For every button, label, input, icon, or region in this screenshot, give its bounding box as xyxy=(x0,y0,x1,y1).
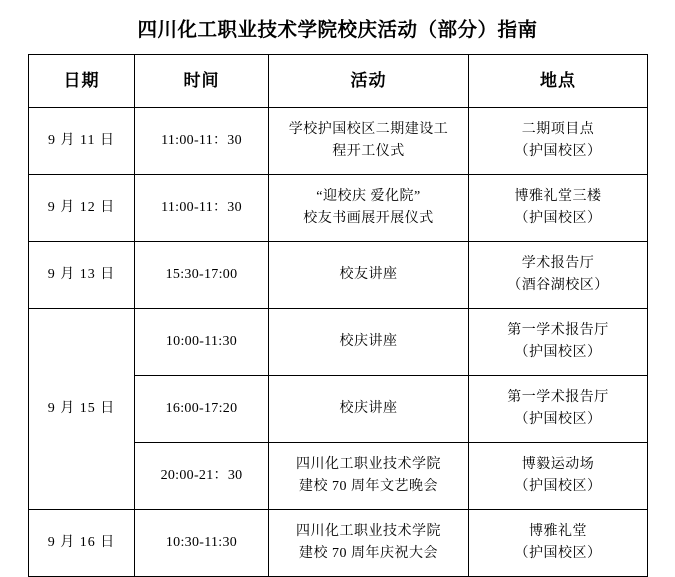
cell-time: 10:30-11:30 xyxy=(135,510,269,577)
cell-date: 9 月 12 日 xyxy=(29,175,135,242)
table-header-row xyxy=(29,55,648,108)
location-line: （酒谷湖校区） xyxy=(507,278,609,293)
cell-location xyxy=(469,242,648,309)
location-line: 博雅礼堂三楼 xyxy=(514,189,602,205)
cell-activity xyxy=(269,108,469,175)
column-header-time: 时间 xyxy=(135,55,269,108)
activity-line: “迎校庆 爱化院” xyxy=(316,189,421,205)
cell-time: 11:00-11：30 xyxy=(135,175,269,242)
location-line: （护国校区） xyxy=(514,546,602,561)
location-line: （护国校区） xyxy=(514,211,602,226)
cell-location xyxy=(469,443,648,510)
cell-time: 11:00-11：30 xyxy=(135,108,269,175)
table-row xyxy=(29,108,648,175)
cell-activity xyxy=(269,309,469,376)
table-row xyxy=(29,309,648,376)
table-body xyxy=(29,108,648,577)
table-row xyxy=(29,242,648,309)
column-header-date: 日期 xyxy=(29,55,135,108)
activity-line: 四川化工职业技术学院 xyxy=(296,524,441,540)
activity-line: 校友书画展开展仪式 xyxy=(303,211,434,226)
cell-activity xyxy=(269,175,469,242)
location-line: （护国校区） xyxy=(514,345,602,360)
location-line: 第一学术报告厅 xyxy=(507,390,609,406)
table-header xyxy=(29,55,648,108)
schedule-table-container xyxy=(0,54,675,577)
activity-line: 校庆讲座 xyxy=(339,401,398,417)
column-header-location: 地点 xyxy=(469,55,648,108)
location-line: 博雅礼堂 xyxy=(529,524,587,540)
location-line: 第一学术报告厅 xyxy=(507,323,609,339)
cell-activity xyxy=(269,510,469,577)
activity-line: 校庆讲座 xyxy=(339,334,398,350)
activity-line: 四川化工职业技术学院 xyxy=(296,457,441,473)
cell-location xyxy=(469,309,648,376)
schedule-table xyxy=(28,54,648,577)
activity-line: 程开工仪式 xyxy=(332,144,405,159)
cell-location xyxy=(469,376,648,443)
cell-activity xyxy=(269,242,469,309)
location-line: （护国校区） xyxy=(514,412,602,427)
location-line: 学术报告厅 xyxy=(521,256,595,272)
cell-location xyxy=(469,108,648,175)
cell-date: 9 月 13 日 xyxy=(29,242,135,309)
location-line: 二期项目点 xyxy=(521,122,595,138)
cell-time: 15:30-17:00 xyxy=(135,242,269,309)
location-line: （护国校区） xyxy=(514,479,602,494)
cell-date: 9 月 16 日 xyxy=(29,510,135,577)
cell-activity xyxy=(269,376,469,443)
activity-line: 学校护国校区二期建设工 xyxy=(288,122,449,138)
cell-time: 16:00-17:20 xyxy=(135,376,269,443)
table-row xyxy=(29,510,648,577)
page-title: 四川化工职业技术学院校庆活动（部分）指南 xyxy=(137,20,538,41)
activity-line: 建校 70 周年文艺晚会 xyxy=(299,479,438,494)
activity-line: 建校 70 周年庆祝大会 xyxy=(299,546,438,561)
cell-location xyxy=(469,510,648,577)
activity-line: 校友讲座 xyxy=(339,267,398,283)
cell-date: 9 月 11 日 xyxy=(29,108,135,175)
cell-activity xyxy=(269,443,469,510)
location-line: 博毅运动场 xyxy=(521,457,595,473)
cell-date: 9 月 15 日 xyxy=(29,309,135,510)
cell-time: 10:00-11:30 xyxy=(135,309,269,376)
table-row xyxy=(29,175,648,242)
cell-location xyxy=(469,175,648,242)
cell-time: 20:00-21：30 xyxy=(135,443,269,510)
column-header-activity: 活动 xyxy=(269,55,469,108)
location-line: （护国校区） xyxy=(514,144,602,159)
